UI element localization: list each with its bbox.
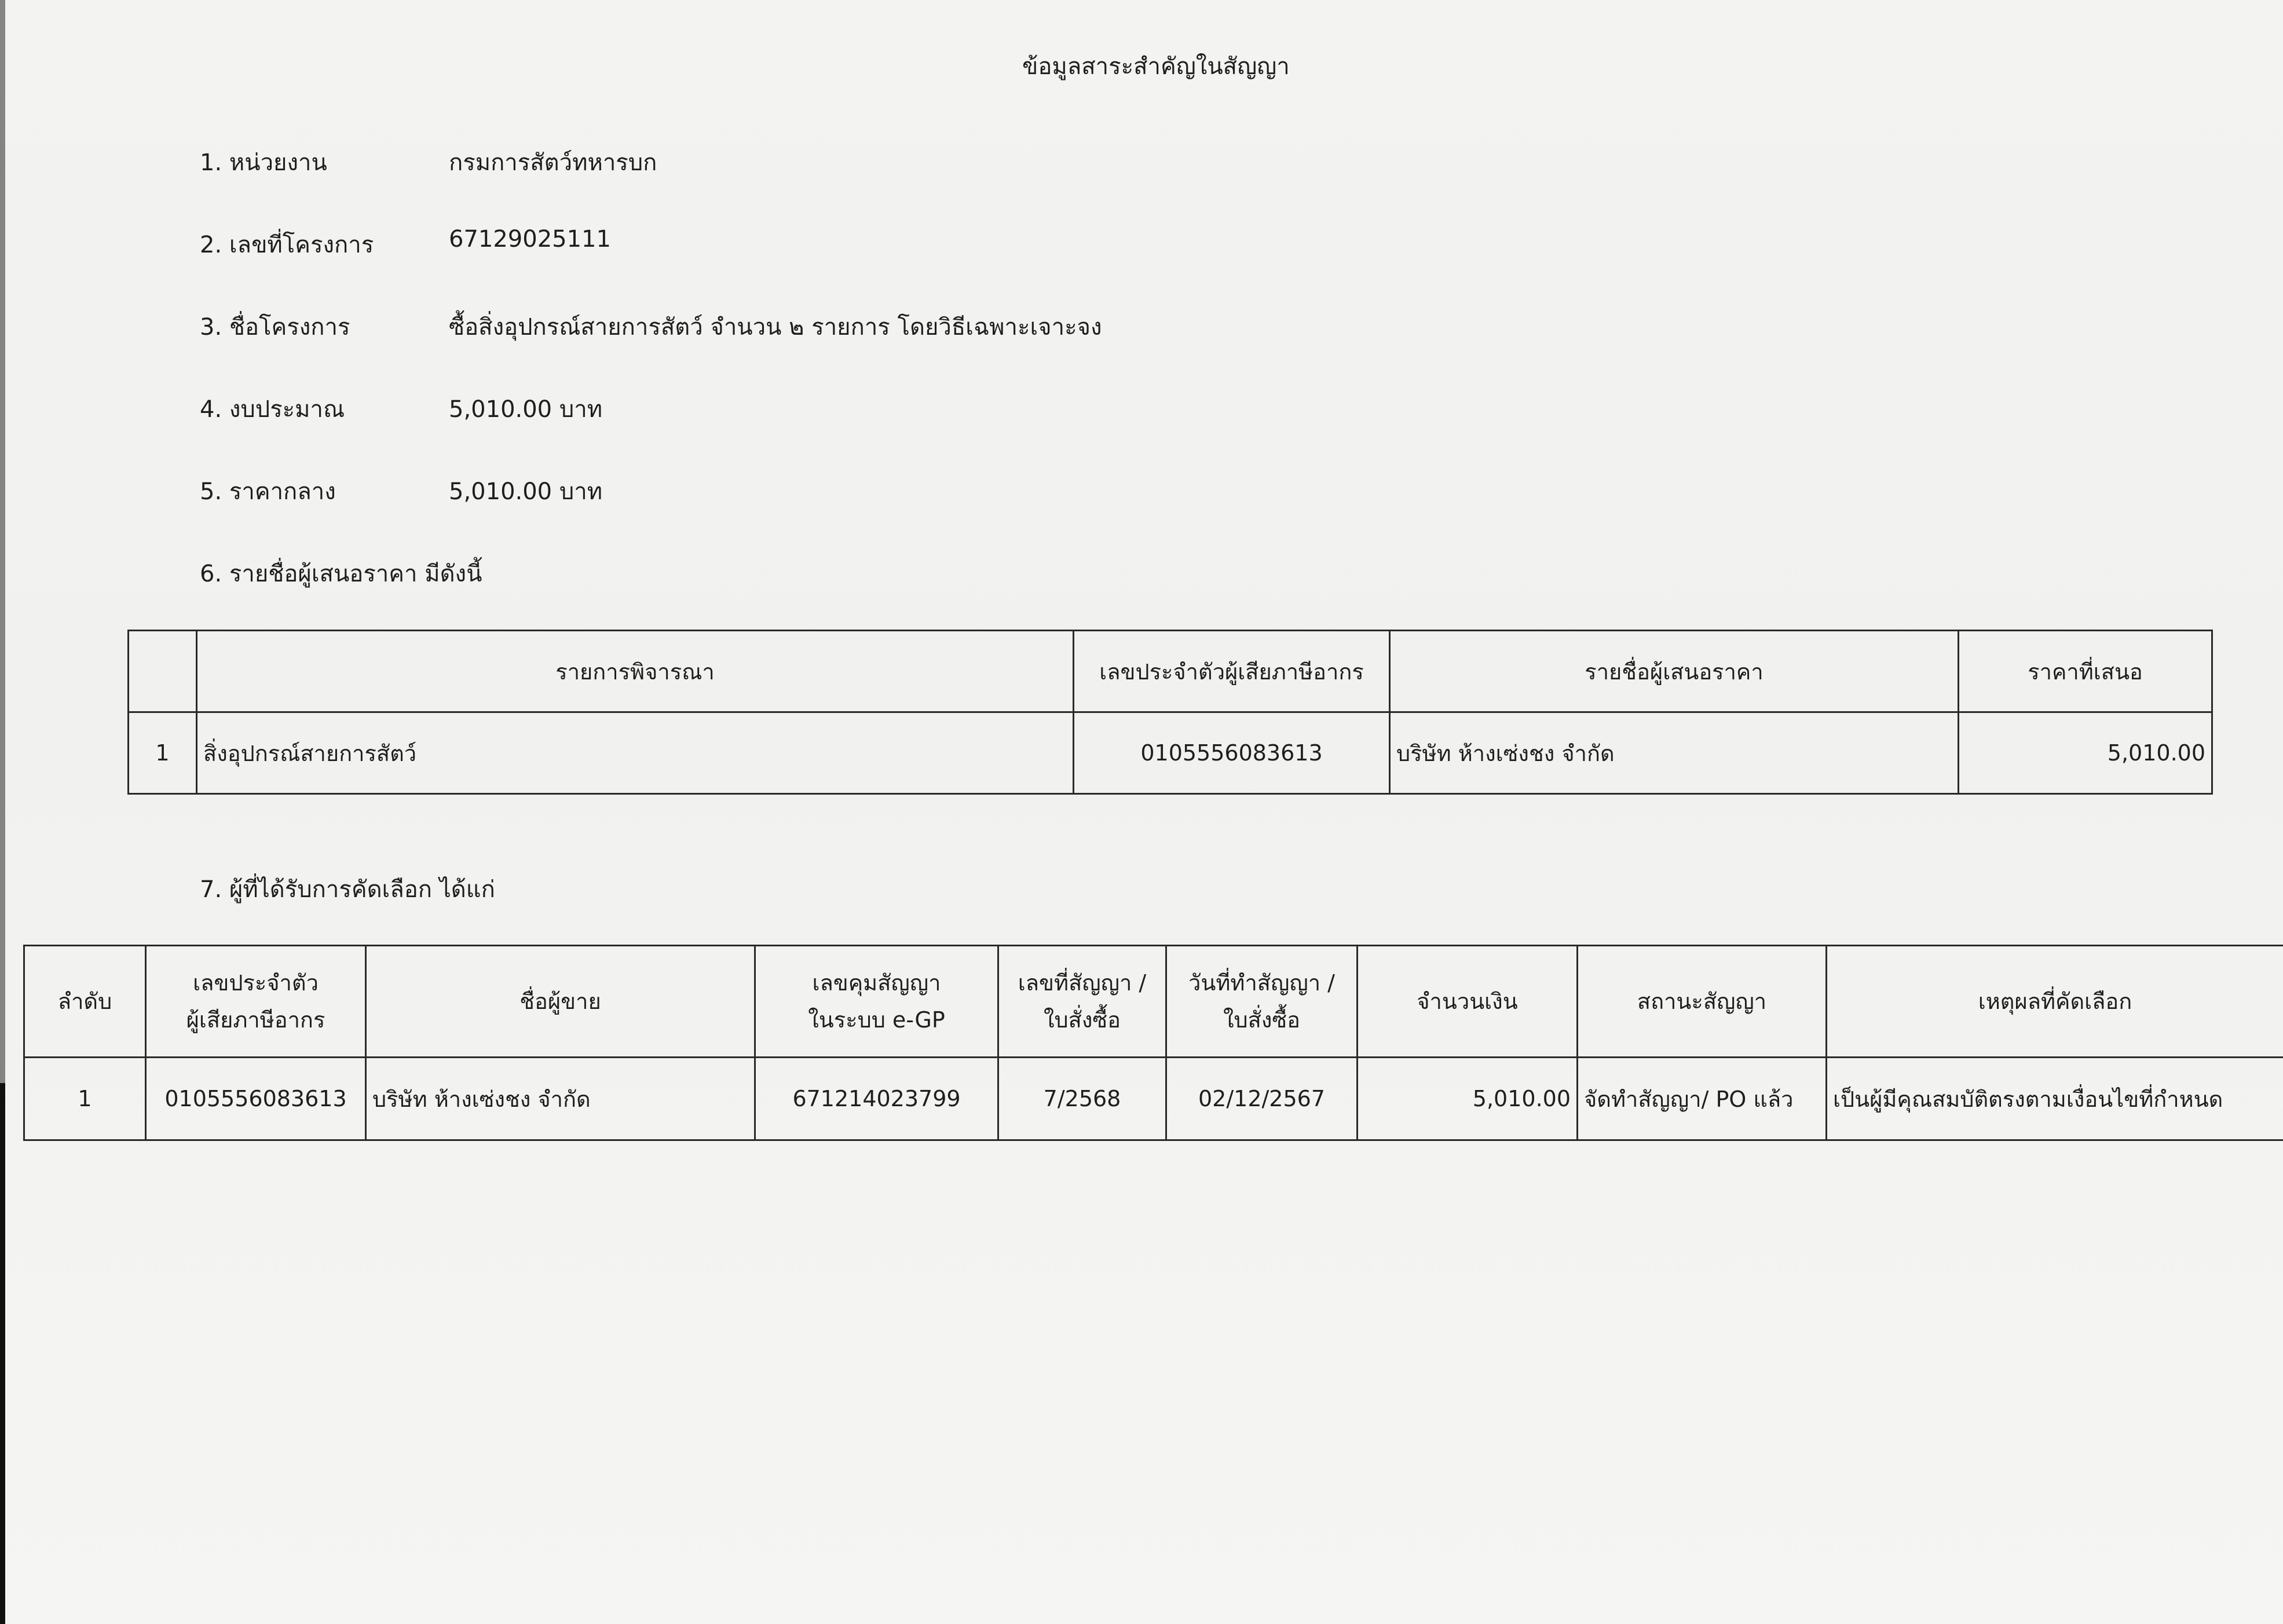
info-value: กรมการสัตว์ทหารบก bbox=[449, 149, 657, 176]
cell-reason: เป็นผู้มีคุณสมบัติตรงตามเงื่อนไขที่กำหนด bbox=[1827, 1058, 2283, 1140]
info-value: 5,010.00 บาท bbox=[449, 478, 603, 505]
column-header-egp-number bbox=[755, 946, 998, 1058]
table-header-row bbox=[129, 631, 2212, 712]
cell-price: 5,010.00 bbox=[1959, 712, 2212, 794]
cell-egp-number: 671214023799 bbox=[755, 1058, 998, 1140]
column-header-price: ราคาที่เสนอ bbox=[1959, 631, 2212, 712]
cell-tax-id: 0105556083613 bbox=[146, 1058, 366, 1140]
cell-tax-id: 0105556083613 bbox=[1074, 712, 1390, 794]
info-value: 67129025111 bbox=[449, 226, 611, 253]
header-line: วันที่ทำสัญญา / bbox=[1188, 970, 1335, 996]
cell-contract-date: 02/12/2567 bbox=[1166, 1058, 1358, 1140]
scan-edge-dark bbox=[0, 1083, 5, 1624]
cell-amount: 5,010.00 bbox=[1358, 1058, 1578, 1140]
bidders-table bbox=[127, 630, 2213, 795]
column-header-tax-id: เลขประจำตัวผู้เสียภาษีอากร bbox=[1074, 631, 1390, 712]
table-header-row bbox=[24, 946, 2283, 1058]
cell-contract-number: 7/2568 bbox=[998, 1058, 1166, 1140]
header-line: ผู้เสียภาษีอากร bbox=[186, 1007, 325, 1033]
header-line: เลขคุมสัญญา bbox=[812, 970, 941, 996]
cell-seller: บริษัท ห้างเซ่งชง จำกัด bbox=[366, 1058, 755, 1140]
cell-no: 1 bbox=[24, 1058, 146, 1140]
column-header-reason: เหตุผลที่คัดเลือก bbox=[1827, 946, 2283, 1058]
cell-status: จัดทำสัญญา/ PO แล้ว bbox=[1578, 1058, 1827, 1140]
cell-item: สิ่งอุปกรณ์สายการสัตว์ bbox=[197, 712, 1074, 794]
column-header-item: รายการพิจารณา bbox=[197, 631, 1074, 712]
info-label: 5. ราคากลาง bbox=[200, 478, 336, 505]
table-row bbox=[24, 1058, 2283, 1140]
section-7-heading: 7. ผู้ที่ได้รับการคัดเลือก ได้แก่ bbox=[200, 876, 495, 903]
info-value: ซื้อสิ่งอุปกรณ์สายการสัตว์ จำนวน ๒ รายการ โดยวิธีเฉพาะเจาะจง bbox=[449, 314, 1102, 341]
info-label: 3. ชื่อโครงการ bbox=[200, 314, 350, 341]
cell-no: 1 bbox=[129, 712, 197, 794]
column-header-tax-id bbox=[146, 946, 366, 1058]
column-header-contract-date bbox=[1166, 946, 1358, 1058]
info-value: 5,010.00 บาท bbox=[449, 396, 603, 423]
column-header-no: ลำดับ bbox=[24, 946, 146, 1058]
column-header-no bbox=[129, 631, 197, 712]
document-title: ข้อมูลสาระสำคัญในสัญญา bbox=[1022, 53, 1290, 80]
header-line: ใบสั่งซื้อ bbox=[1043, 1007, 1121, 1033]
column-header-contract-number bbox=[998, 946, 1166, 1058]
header-line: เลขที่สัญญา / bbox=[1018, 970, 1147, 996]
header-line: เลขประจำตัว bbox=[193, 970, 319, 996]
column-header-bidder: รายชื่อผู้เสนอราคา bbox=[1390, 631, 1959, 712]
column-header-amount: จำนวนเงิน bbox=[1358, 946, 1578, 1058]
header-line: ใบสั่งซื้อ bbox=[1223, 1007, 1301, 1033]
column-header-status: สถานะสัญญา bbox=[1578, 946, 1827, 1058]
section-6-heading: 6. รายชื่อผู้เสนอราคา มีดังนี้ bbox=[200, 561, 482, 587]
winners-table bbox=[23, 945, 2283, 1141]
info-label: 4. งบประมาณ bbox=[200, 396, 345, 423]
scan-edge-shadow bbox=[0, 0, 5, 1083]
info-label: 1. หน่วยงาน bbox=[200, 149, 327, 176]
header-line: ในระบบ e-GP bbox=[808, 1007, 945, 1033]
info-label: 2. เลขที่โครงการ bbox=[200, 232, 374, 258]
table-row bbox=[129, 712, 2212, 794]
cell-bidder: บริษัท ห้างเซ่งชง จำกัด bbox=[1390, 712, 1959, 794]
column-header-seller: ชื่อผู้ขาย bbox=[366, 946, 755, 1058]
